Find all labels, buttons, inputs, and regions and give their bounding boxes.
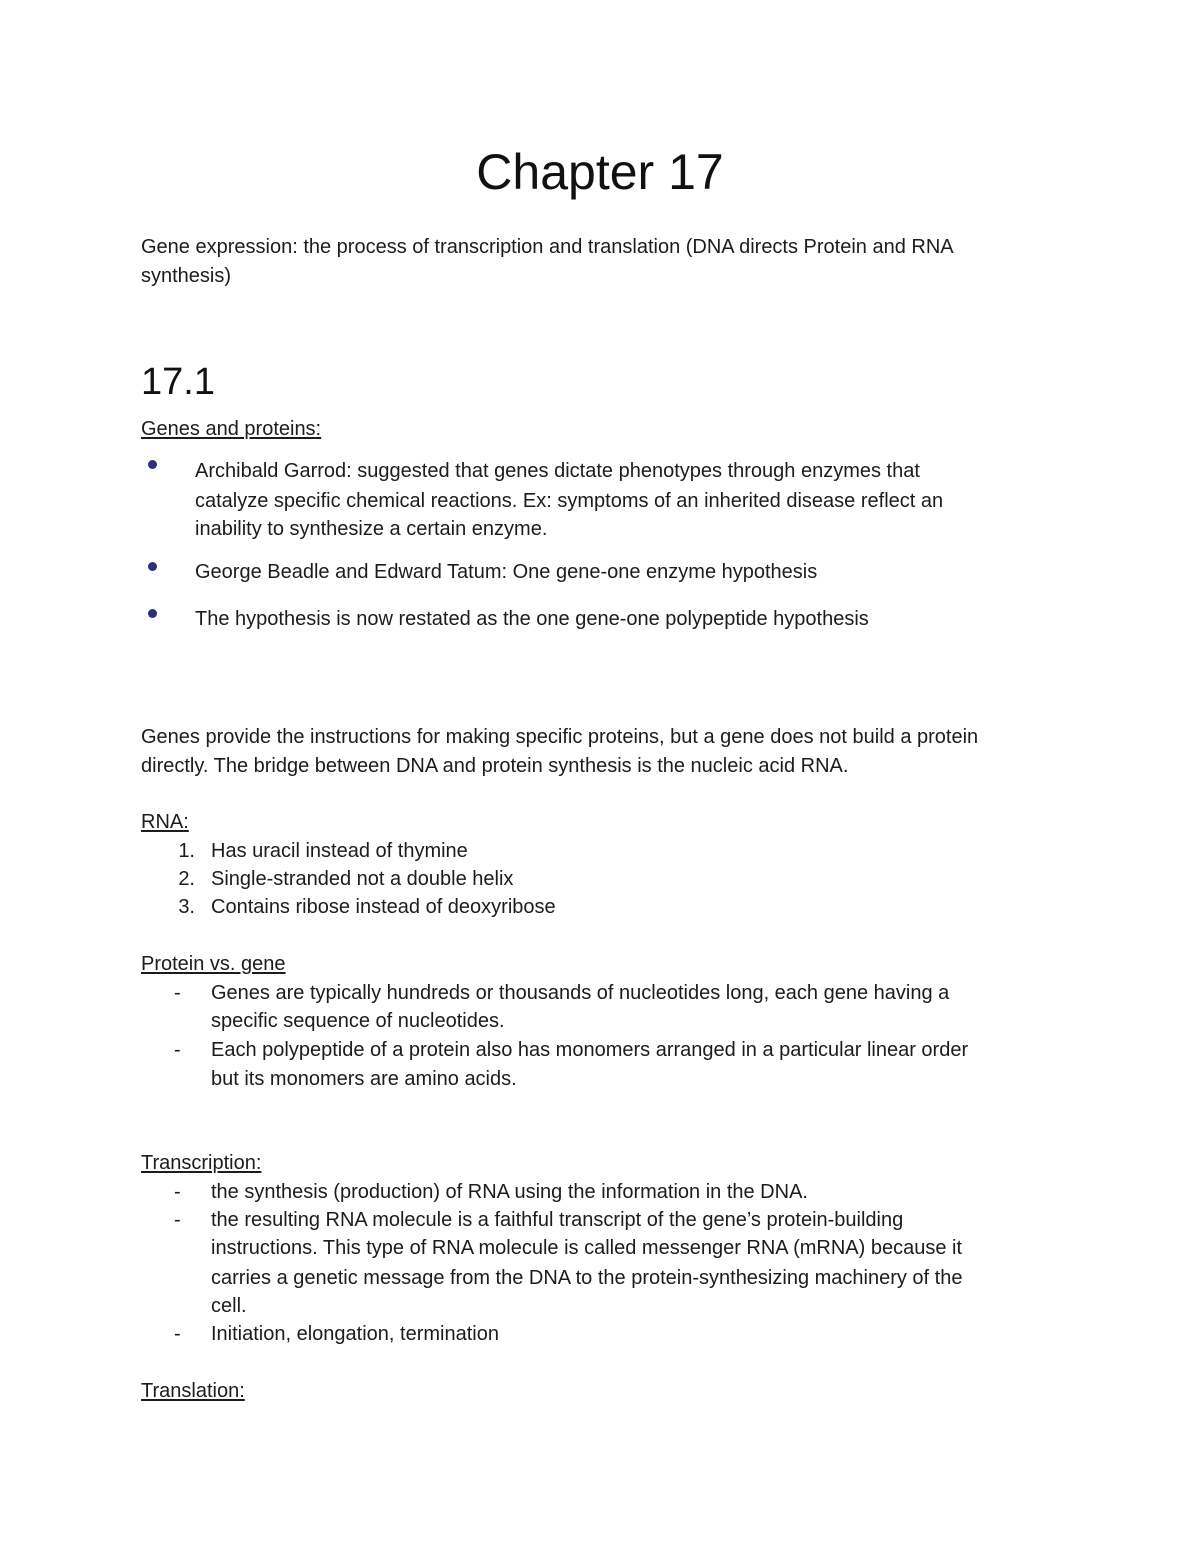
intro-line: Gene expression: the process of transcription and translation (DNA directs Protein and RNA bbox=[141, 236, 954, 258]
list-item: Contains ribose instead of deoxyribose bbox=[211, 896, 556, 918]
list-item: instructions. This type of RNA molecule is called messenger RNA (mRNA) because it bbox=[211, 1237, 963, 1259]
list-item: Has uracil instead of thymine bbox=[211, 840, 468, 862]
transcription-heading: Transcription: bbox=[141, 1152, 262, 1174]
dash-marker: - bbox=[174, 1181, 181, 1203]
list-item: Single-stranded not a double helix bbox=[211, 868, 514, 890]
list-marker: 1. bbox=[178, 840, 195, 862]
bullet-text: The hypothesis is now restated as the one gene-one polypeptide hypothesis bbox=[195, 608, 869, 630]
list-item: the synthesis (production) of RNA using the information in the DNA. bbox=[211, 1181, 808, 1203]
dash-marker: - bbox=[174, 982, 181, 1004]
list-item: carries a genetic message from the DNA to the protein-synthesizing machinery of the bbox=[211, 1267, 963, 1289]
protein-gene-heading: Protein vs. gene bbox=[141, 953, 286, 975]
bullet-icon bbox=[148, 562, 157, 571]
genes-proteins-heading: Genes and proteins: bbox=[141, 418, 322, 440]
list-item: cell. bbox=[211, 1295, 247, 1317]
list-marker: 3. bbox=[178, 896, 195, 918]
dash-marker: - bbox=[174, 1209, 181, 1231]
paragraph-line: directly. The bridge between DNA and protein synthesis is the nucleic acid RNA. bbox=[141, 755, 849, 777]
intro-line: synthesis) bbox=[141, 265, 232, 287]
translation-heading: Translation: bbox=[141, 1380, 245, 1402]
page-title: Chapter 17 bbox=[476, 144, 724, 200]
bullet-text: inability to synthesize a certain enzyme. bbox=[195, 518, 548, 540]
list-item: Genes are typically hundreds or thousands of nucleotides long, each gene having a bbox=[211, 982, 950, 1004]
list-item: the resulting RNA molecule is a faithful transcript of the gene’s protein-building bbox=[211, 1209, 904, 1231]
dash-marker: - bbox=[174, 1323, 181, 1345]
bullet-text: Archibald Garrod: suggested that genes dictate phenotypes through enzymes that bbox=[195, 460, 920, 482]
bullet-icon bbox=[148, 609, 157, 618]
list-item: Initiation, elongation, termination bbox=[211, 1323, 499, 1345]
list-item: Each polypeptide of a protein also has monomers arranged in a particular linear order bbox=[211, 1039, 969, 1061]
paragraph-line: Genes provide the instructions for making specific proteins, but a gene does not build a protein bbox=[141, 726, 979, 748]
bullet-text: George Beadle and Edward Tatum: One gene-one enzyme hypothesis bbox=[195, 561, 818, 583]
rna-heading: RNA: bbox=[141, 811, 189, 833]
list-item: but its monomers are amino acids. bbox=[211, 1068, 517, 1090]
list-item: specific sequence of nucleotides. bbox=[211, 1010, 505, 1032]
dash-marker: - bbox=[174, 1039, 181, 1061]
section-number: 17.1 bbox=[141, 361, 215, 403]
bullet-icon bbox=[148, 460, 157, 469]
list-marker: 2. bbox=[178, 868, 195, 890]
bullet-text: catalyze specific chemical reactions. Ex: symptoms of an inherited disease reflect an bbox=[195, 490, 944, 512]
